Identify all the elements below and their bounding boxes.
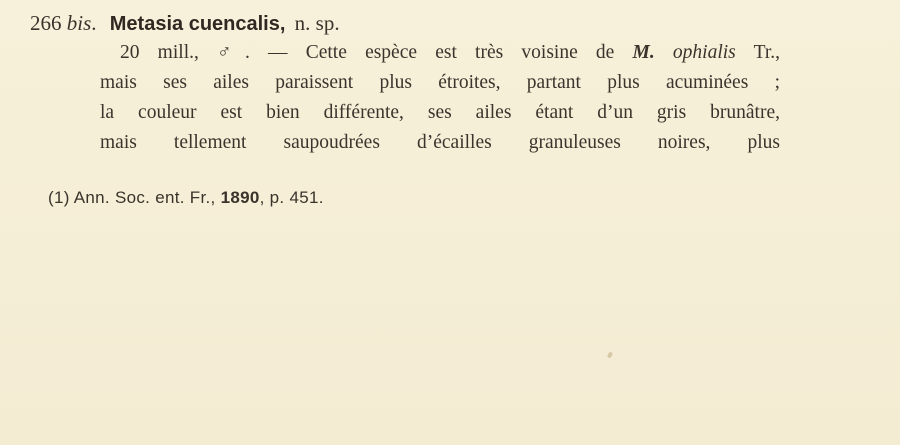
footnote-year: 1890 [220, 188, 260, 207]
footnote-marker: (1) [48, 188, 70, 207]
description-line-4: mais tellement saupoudrées d’écailles granuleuses noires, plus [100, 132, 780, 153]
footnote-citation: Ann. Soc. ent. Fr., [69, 188, 221, 207]
description-line-3: la couleur est bien différente, ses ailes étant d’un gris brunâtre, [100, 102, 780, 123]
entry-heading [30, 10, 340, 37]
footnote [48, 186, 324, 210]
species-name: Metasia cuencalis, [109, 13, 286, 35]
entry-number: 266 [30, 11, 62, 35]
new-species-marker: n. sp. [294, 11, 340, 35]
entry-bis: bis [66, 11, 92, 35]
description-line-1-text: 20 mill., ♂. — Cette espèce est très voisine de [120, 42, 633, 63]
genus-abbreviation: M. [632, 42, 655, 63]
description-line-2: mais ses ailes paraissent plus étroites, partant plus acuminées ; [100, 72, 780, 93]
footnote-page: , p. 451. [259, 188, 324, 207]
entry-separator: . [91, 11, 97, 35]
description-line-1-end: Tr., [735, 42, 780, 63]
description-line-1 [120, 38, 780, 68]
related-species-name: ophialis [672, 42, 736, 63]
paper-speck [607, 351, 613, 358]
